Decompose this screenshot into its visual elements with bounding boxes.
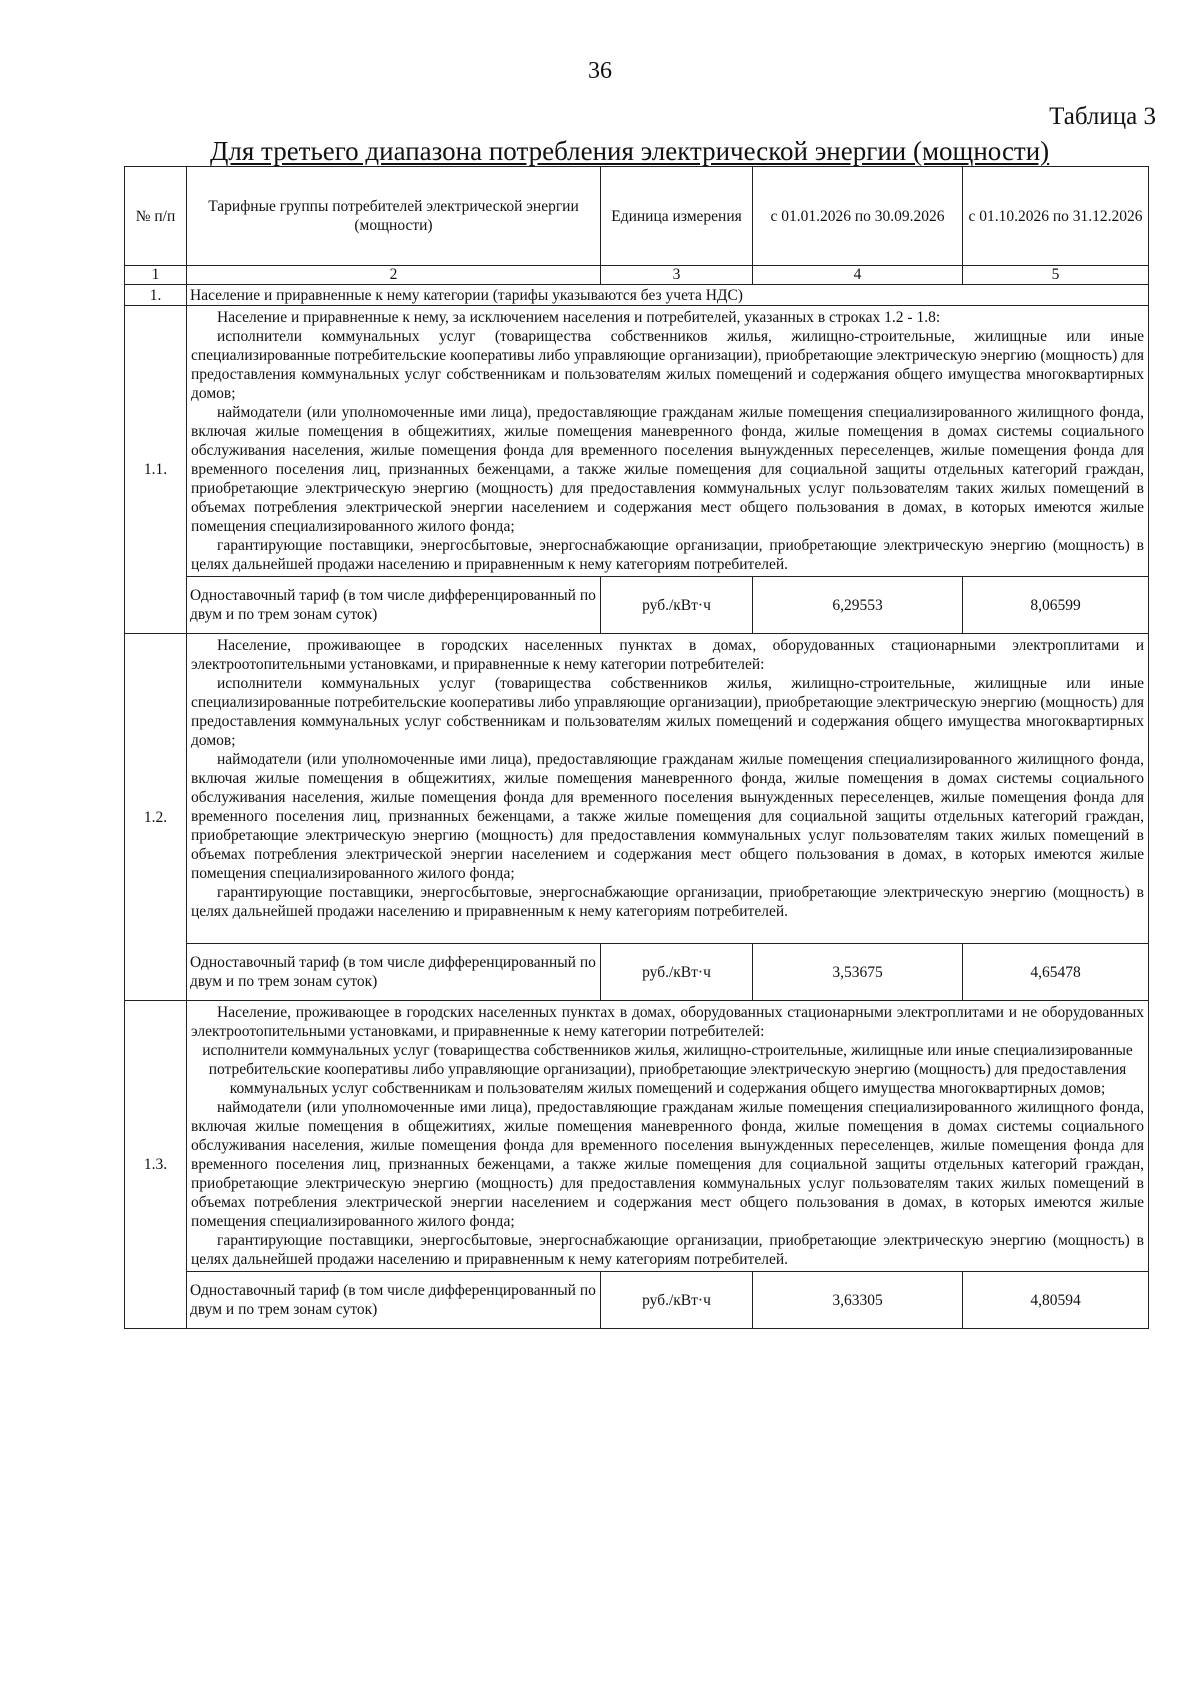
description-paragraph: наймодатели (или уполномоченные ими лица), предоставляющие гражданам жилые помещения специализированного жилищного фонда, включая жилые помещения в общежитиях, жилые помещения маневренного фонда, жилые помещения в домах системы социального обслуживания населения, жилые помещения фонда для временного поселения вынужденных переселенцев, жилые помещения фонда для временного поселения лиц, признанных беженцами, а также жилые помещения для социальной защиты отдельных категорий граждан, приобретающие электрическую энергию (мощность) для предоставления коммунальных услуг пользователям таких жилых помещений в объемах потребления электрической энергии населением и содержания мест общего пользования в домах, в которых имеются жилые помещения специализированного жилого фонда; — [191, 404, 1144, 535]
column-number: 3 — [601, 266, 753, 285]
tariff-unit: руб./кВт·ч — [601, 1272, 753, 1329]
tariff-table — [124, 166, 1149, 1329]
description-paragraph: наймодатели (или уполномоченные ими лица), предоставляющие гражданам жилые помещения специализированного жилищного фонда, включая жилые помещения в общежитиях, жилые помещения маневренного фонда, жилые помещения в домах системы социального обслуживания населения, жилые помещения фонда для временного поселения вынужденных переселенцев, жилые помещения фонда для временного поселения лиц, признанных беженцами, а также жилые помещения для социальной защиты отдельных категорий граждан, приобретающие электрическую энергию (мощность) для предоставления коммунальных услуг пользователям таких жилых помещений в объемах потребления электрической энергии населением и содержания мест общего пользования в домах, в которых имеются жилые помещения специализированного жилого фонда; — [191, 1099, 1144, 1230]
tariff-label: Одноставочный тариф (в том числе дифференцированный по двум и по трем зонам суток) — [187, 944, 601, 1001]
header-period-2: с 01.10.2026 по 31.12.2026 — [963, 167, 1149, 266]
tariff-value-period-1: 3,63305 — [753, 1272, 963, 1329]
row-description — [187, 306, 1149, 577]
table-row-description — [125, 634, 1149, 944]
tariff-value-period-1: 6,29553 — [753, 577, 963, 634]
column-number: 1 — [125, 266, 187, 285]
tariff-label: Одноставочный тариф (в том числе дифференцированный по двум и по трем зонам суток) — [187, 1272, 601, 1329]
section-number: 1. — [125, 285, 187, 306]
column-numbers-row — [125, 266, 1149, 285]
row-number: 1.3. — [125, 1001, 187, 1329]
description-paragraph: Население, проживающее в городских населенных пунктах в домах, оборудованных стационарными электроплитами и электроотопительными установками, и приравненные к нему категории потребителей: — [191, 637, 1144, 673]
tariff-value-period-2: 8,06599 — [963, 577, 1149, 634]
table-title: Для третьего диапазона потребления электрической энергии (мощности) — [210, 136, 1050, 166]
section-title: Население и приравненные к нему категории (тарифы указываются без учета НДС) — [187, 285, 1149, 306]
table-caption: Таблица 3 — [1049, 103, 1156, 130]
tariff-label: Одноставочный тариф (в том числе дифференцированный по двум и по трем зонам суток) — [187, 577, 601, 634]
row-number: 1.2. — [125, 634, 187, 1001]
section-row — [125, 285, 1149, 306]
row-description — [187, 1001, 1149, 1272]
row-description — [187, 634, 1149, 944]
column-number: 5 — [963, 266, 1149, 285]
header-period-1: с 01.01.2026 по 30.09.2026 — [753, 167, 963, 266]
table-row-tariff — [125, 944, 1149, 1001]
row-number: 1.1. — [125, 306, 187, 634]
table-row-tariff — [125, 1272, 1149, 1329]
header-row — [125, 167, 1149, 266]
description-paragraph: Население и приравненные к нему, за исключением населения и потребителей, указанных в строках 1.2 - 1.8: — [217, 309, 941, 326]
page-number: 36 — [588, 58, 612, 84]
header-group: Тарифные группы потребителей электрической энергии (мощности) — [187, 167, 601, 266]
table-row-tariff — [125, 577, 1149, 634]
description-paragraph: гарантирующие поставщики, энергосбытовые, энергоснабжающие организации, приобретающие электрическую энергию (мощность) в целях дальнейшей продажи населению и приравненным к нему категориям потребителей. — [191, 537, 1144, 573]
header-unit: Единица измерения — [601, 167, 753, 266]
tariff-unit: руб./кВт·ч — [601, 577, 753, 634]
column-number: 4 — [753, 266, 963, 285]
tariff-value-period-1: 3,53675 — [753, 944, 963, 1001]
description-paragraph: Население, проживающее в городских населенных пунктах в домах, оборудованных стационарными электроплитами и не оборудованных электроотопительными установками, и приравненные к нему категории потребителей: — [191, 1004, 1144, 1040]
description-paragraph: наймодатели (или уполномоченные ими лица), предоставляющие гражданам жилые помещения специализированного жилищного фонда, включая жилые помещения в общежитиях, жилые помещения маневренного фонда, жилые помещения в домах системы социального обслуживания населения, жилые помещения фонда для временного поселения вынужденных переселенцев, жилые помещения фонда для временного поселения лиц, признанных беженцами, а также жилые помещения для социальной защиты отдельных категорий граждан, приобретающие электрическую энергию (мощность) для предоставления коммунальных услуг пользователям таких жилых помещений в объемах потребления электрической энергии населением и содержания мест общего пользования в домах, в которых имеются жилые помещения специализированного жилого фонда; — [191, 751, 1144, 882]
table-row-description — [125, 306, 1149, 577]
column-number: 2 — [187, 266, 601, 285]
description-paragraph: гарантирующие поставщики, энергосбытовые, энергоснабжающие организации, приобретающие электрическую энергию (мощность) в целях дальнейшей продажи населению и приравненным к нему категориям потребителей. — [191, 1232, 1144, 1268]
description-paragraph: исполнители коммунальных услуг (товарищества собственников жилья, жилищно-строительные, жилищные или иные специализированные потребительские кооперативы либо управляющие организации), приобретающие электрическую энергию (мощность) для предоставления коммунальных услуг собственникам и пользователям жилых помещений и содержания общего имущества многоквартирных домов; — [191, 328, 1144, 402]
tariff-value-period-2: 4,65478 — [963, 944, 1149, 1001]
description-paragraph: гарантирующие поставщики, энергосбытовые, энергоснабжающие организации, приобретающие электрическую энергию (мощность) в целях дальнейшей продажи населению и приравненным к нему категориям потребителей. — [191, 884, 1144, 920]
header-num: № п/п — [125, 167, 187, 266]
description-paragraph: исполнители коммунальных услуг (товарищества собственников жилья, жилищно-строительные, жилищные или иные специализированные потребительские кооперативы либо управляющие организации), приобретающие электрическую энергию (мощность) для предоставления коммунальных услуг собственникам и пользователям жилых помещений и содержания общего имущества многоквартирных домов; — [191, 675, 1144, 749]
tariff-unit: руб./кВт·ч — [601, 944, 753, 1001]
table-row-description — [125, 1001, 1149, 1272]
description-paragraph: исполнители коммунальных услуг (товарищества собственников жилья, жилищно-строительные, жилищные или иные специализированные потребительские кооперативы либо управляющие организации), приобретающие электрическую энергию (мощность) для предоставления коммунальных услуг собственникам и пользователям жилых помещений и содержания общего имущества многоквартирных домов; — [202, 1042, 1133, 1097]
tariff-value-period-2: 4,80594 — [963, 1272, 1149, 1329]
